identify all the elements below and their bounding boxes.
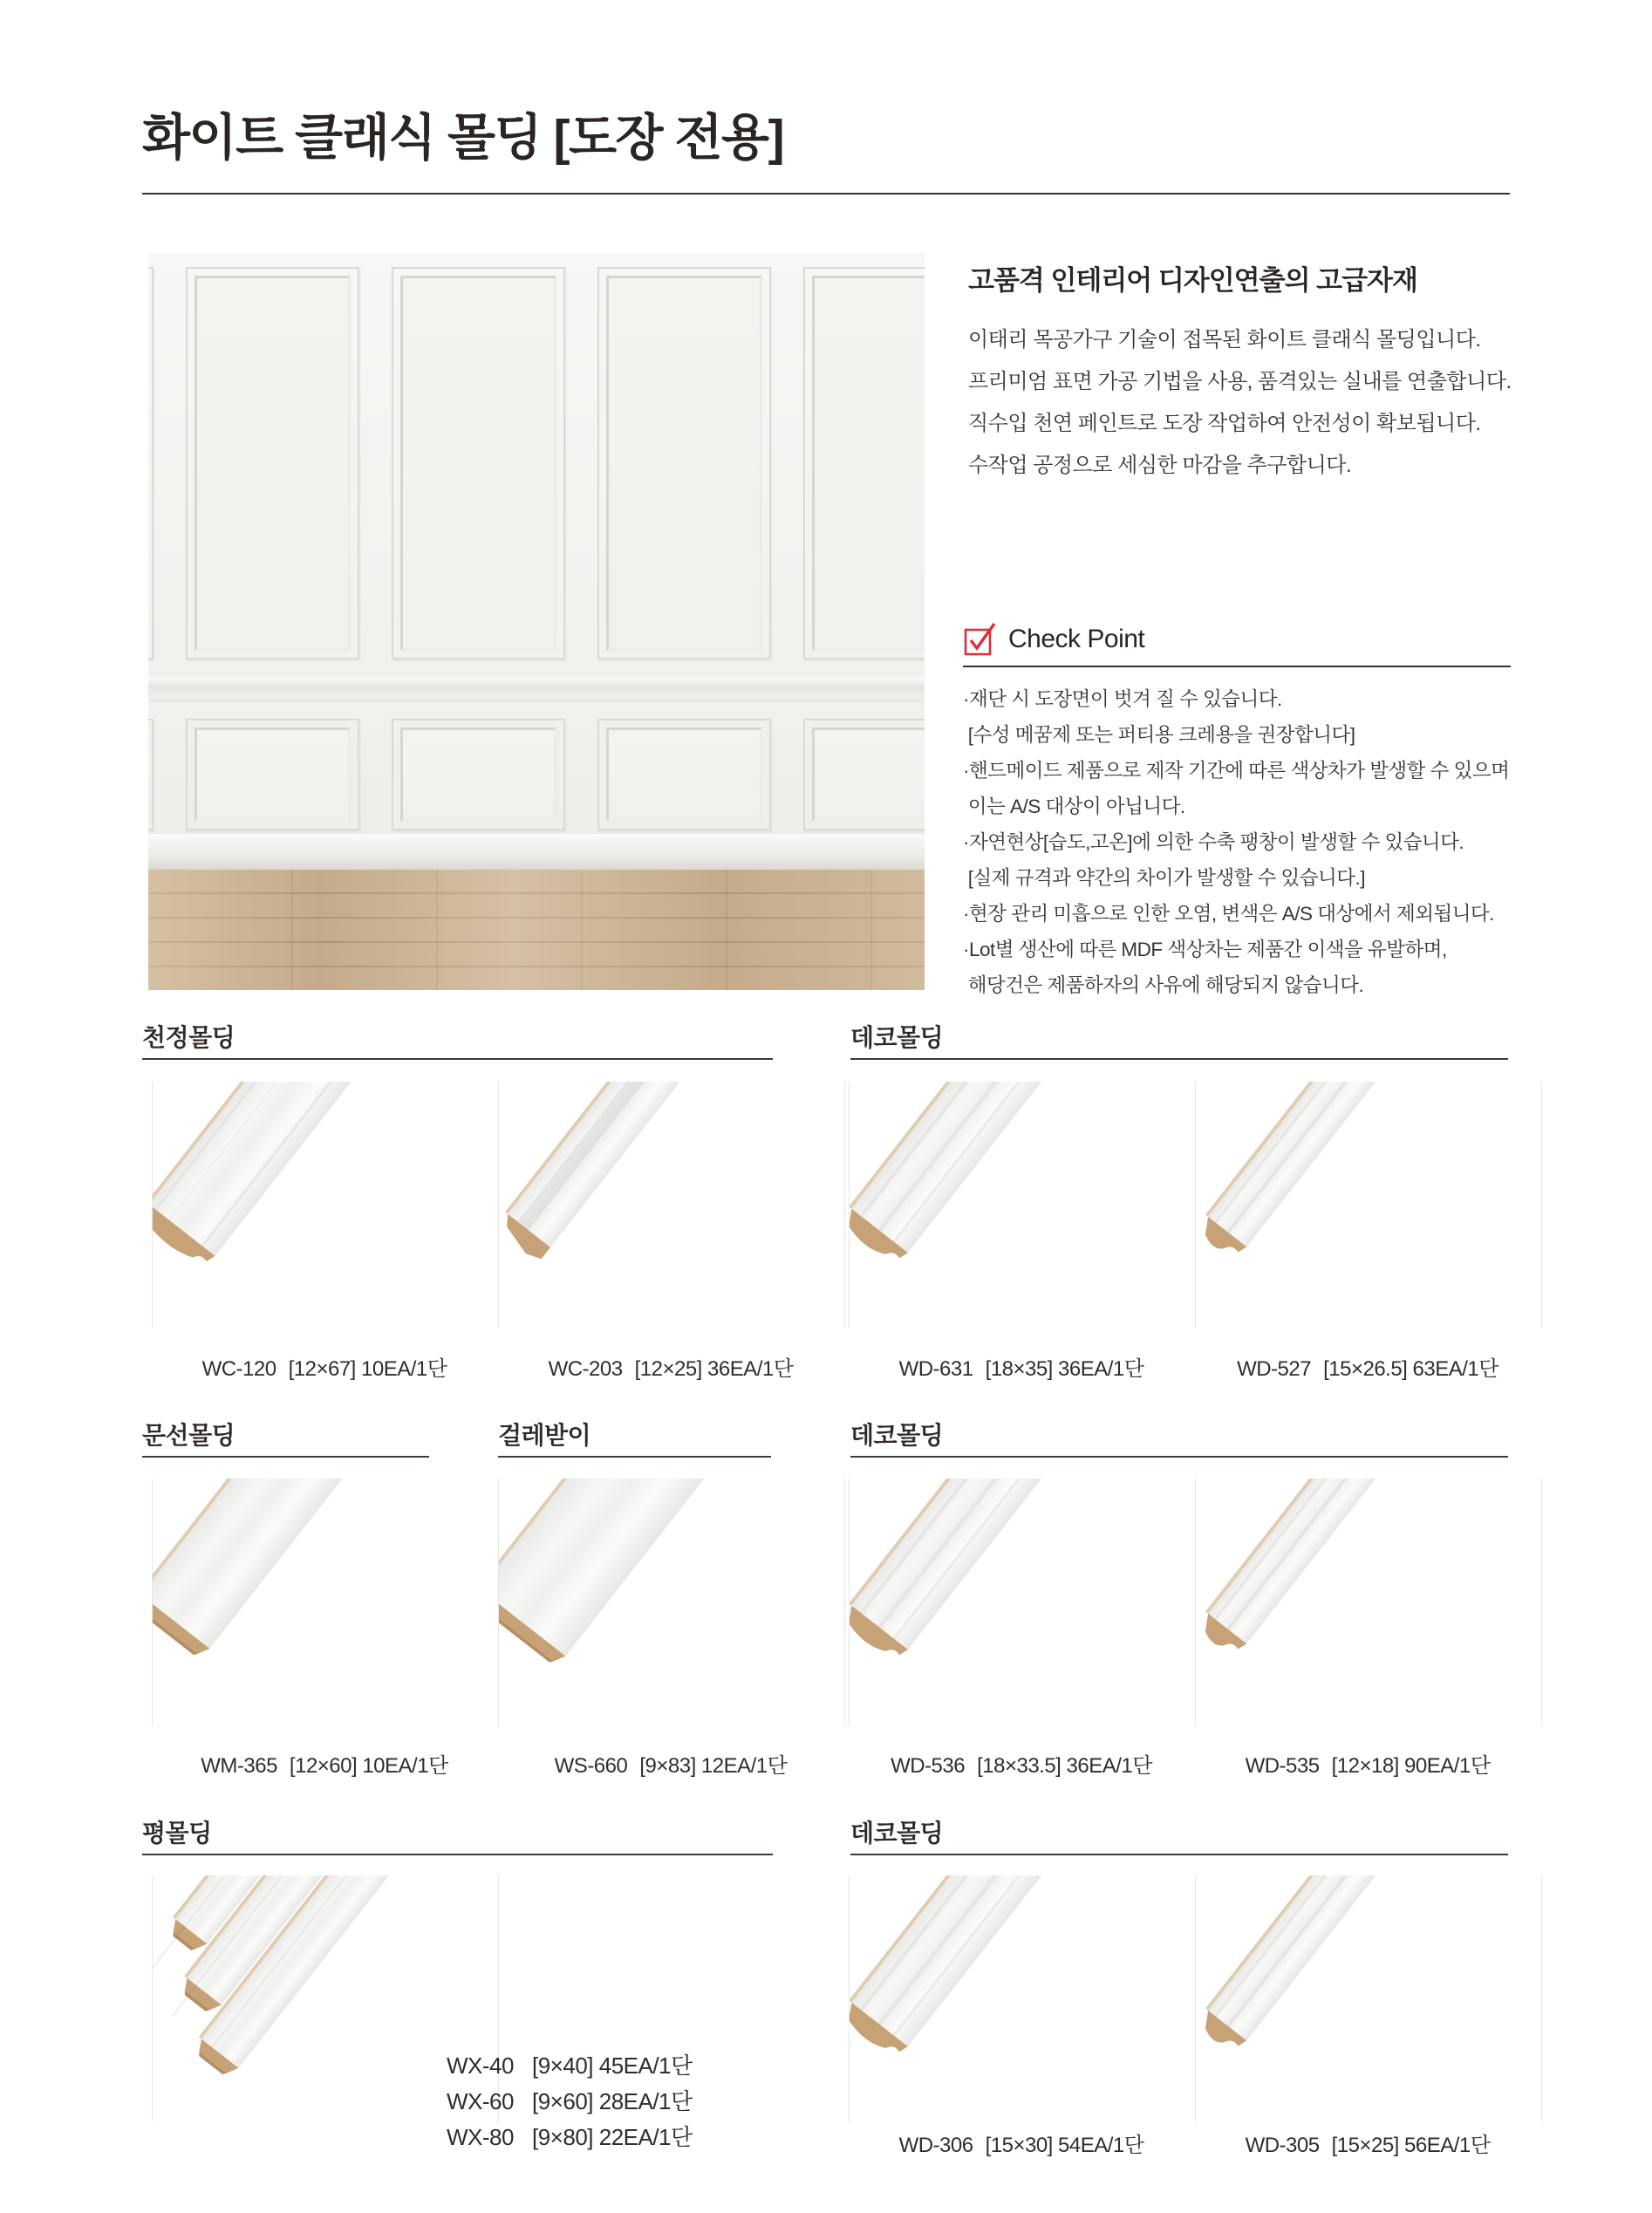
section-rule: [142, 1854, 773, 1855]
check-point-title: Check Point: [1008, 625, 1145, 653]
product-spec: [12×25] 36EA/1단: [634, 1357, 794, 1381]
check-point-list: [963, 681, 1509, 1003]
product-caption: [849, 2128, 1194, 2158]
product-code: WD-306: [898, 2134, 973, 2157]
product-spec: [9×80] 22EA/1단: [532, 2124, 693, 2150]
check-point-item: ·Lot별 생산에 따른 MDF 색상차는 제품간 이색을 유발하며,: [963, 939, 1447, 960]
product-photo-wd631: [849, 1082, 1196, 1328]
product-caption: [447, 2048, 693, 2084]
product-code: WD-536: [891, 1754, 966, 1778]
product-caption: [1195, 1351, 1540, 1382]
section-rule: [142, 1456, 429, 1458]
wall-panel: [803, 719, 925, 830]
section-label-skirting: 걸레받이: [498, 1422, 591, 1449]
product-code: WD-527: [1237, 1357, 1312, 1381]
section-label-ceiling-molding: 천정몰딩: [142, 1024, 236, 1051]
product-spec: [18×33.5] 36EA/1단: [977, 1754, 1152, 1778]
product-photo-wd536: [849, 1479, 1196, 1725]
product-photo-wm365: [152, 1479, 499, 1725]
section-label-door-molding: 문선몰딩: [142, 1422, 236, 1449]
hero-wall: [148, 253, 925, 870]
wall-panel: [597, 719, 771, 830]
check-point-item: ·자연현상[습도,고온]에 의한 수축 팽창이 발생할 수 있습니다.: [963, 831, 1464, 853]
product-code: WS-660: [554, 1754, 628, 1778]
wall-panel: [186, 267, 359, 659]
product-caption: [849, 1351, 1194, 1382]
wx-caption-list: [447, 2048, 693, 2155]
title-divider: [142, 193, 1510, 195]
intro-line: 수작업 공정으로 세심한 마감을 추구합니다.: [968, 454, 1352, 477]
product-spec: [9×83] 12EA/1단: [639, 1754, 788, 1778]
product-code: WX-60: [447, 2088, 514, 2114]
product-photo-wc203: [498, 1082, 845, 1328]
check-point-item: ·현장 관리 미흡으로 인한 오염, 변색은 A/S 대상에서 제외됩니다.: [963, 903, 1494, 925]
wall-panel: [148, 267, 154, 659]
product-spec: [15×26.5] 63EA/1단: [1323, 1357, 1498, 1381]
product-photo-wd535: [1195, 1479, 1542, 1725]
product-spec: [9×40] 45EA/1단: [532, 2052, 693, 2079]
product-caption: [152, 1748, 497, 1779]
product-code: WD-535: [1245, 1754, 1320, 1778]
intro-heading: 고품격 인테리어 디자인연출의 고급자재: [968, 265, 1417, 296]
wood-floor: [148, 870, 925, 990]
product-photo-ws660: [498, 1479, 845, 1725]
check-point-item: ·핸드메이드 제품으로 제작 기간에 따른 색상차가 발생할 수 있으며: [963, 760, 1510, 782]
section-rule: [850, 1456, 1508, 1458]
hero-interior-photo: [148, 253, 925, 990]
product-caption: [447, 2084, 693, 2120]
wall-panel: [803, 267, 925, 659]
product-photo-wd527: [1195, 1082, 1542, 1328]
check-point-divider: [963, 666, 1511, 667]
product-spec: [12×18] 90EA/1단: [1331, 1754, 1491, 1778]
product-code: WC-203: [548, 1357, 623, 1381]
product-spec: [12×60] 10EA/1단: [289, 1754, 448, 1778]
product-spec: [15×25] 56EA/1단: [1331, 2134, 1491, 2157]
check-point-item: [수성 메꿈제 또는 퍼티용 크레용을 권장합니다]: [963, 724, 1355, 746]
check-point-header: [963, 621, 1144, 658]
wall-panel: [392, 719, 565, 830]
check-point-item: 이는 A/S 대상이 아닙니다.: [963, 796, 1185, 817]
baseboard: [148, 834, 925, 870]
intro-line: 직수입 천연 페인트로 도장 작업하여 안전성이 확보됩니다.: [968, 412, 1481, 435]
section-rule: [142, 1058, 773, 1060]
section-label-flat-molding: 평몰딩: [142, 1820, 212, 1847]
product-code: WD-631: [898, 1357, 973, 1381]
red-checkbox-icon: [963, 621, 998, 658]
page-title: 화이트 클래식 몰딩 [도장 전용]: [142, 110, 784, 166]
check-point-item: 해당건은 제품하자의 사유에 해당되지 않습니다.: [963, 974, 1364, 996]
section-rule: [850, 1058, 1508, 1060]
product-photo-wc120: [152, 1082, 499, 1328]
intro-paragraph: [968, 319, 1512, 487]
check-point-item: [실제 규격과 약간의 차이가 발생할 수 있습니다.]: [963, 867, 1365, 889]
product-caption: [152, 1351, 497, 1382]
product-code: WD-305: [1245, 2134, 1320, 2157]
wall-panel: [148, 719, 154, 830]
wall-panel: [597, 267, 771, 659]
intro-line: 프리미엄 표면 가공 기법을 사용, 품격있는 실내를 연출합니다.: [968, 370, 1512, 393]
product-caption: [498, 1351, 843, 1382]
product-photo-wd306: [849, 1875, 1196, 2122]
product-code: WM-365: [201, 1754, 277, 1778]
product-caption: [1195, 1748, 1540, 1779]
product-code: WX-80: [447, 2124, 514, 2150]
wall-panel: [186, 719, 359, 830]
wall-panel: [392, 267, 565, 659]
chair-rail: [148, 677, 925, 700]
intro-line: 이태리 목공가구 기술이 접목된 화이트 클래식 몰딩입니다.: [968, 328, 1481, 352]
section-label-deco-molding-3: 데코몰딩: [850, 1820, 944, 1847]
section-rule: [850, 1854, 1508, 1855]
product-caption: [498, 1748, 843, 1779]
product-caption: [447, 2120, 693, 2155]
product-spec: [18×35] 36EA/1단: [985, 1357, 1144, 1381]
check-point-item: ·재단 시 도장면이 벗겨 질 수 있습니다.: [963, 688, 1282, 710]
product-spec: [12×67] 10EA/1단: [288, 1357, 447, 1381]
section-rule: [498, 1456, 771, 1458]
product-caption: [1195, 2128, 1540, 2158]
section-label-deco-molding-1: 데코몰딩: [850, 1024, 944, 1051]
section-label-deco-molding-2: 데코몰딩: [850, 1422, 944, 1449]
product-spec: [15×30] 54EA/1단: [985, 2134, 1144, 2157]
product-caption: [849, 1748, 1194, 1779]
product-code: WX-40: [447, 2052, 514, 2079]
product-photo-wd305: [1195, 1875, 1542, 2122]
product-spec: [9×60] 28EA/1단: [532, 2088, 693, 2114]
product-code: WC-120: [201, 1357, 276, 1381]
